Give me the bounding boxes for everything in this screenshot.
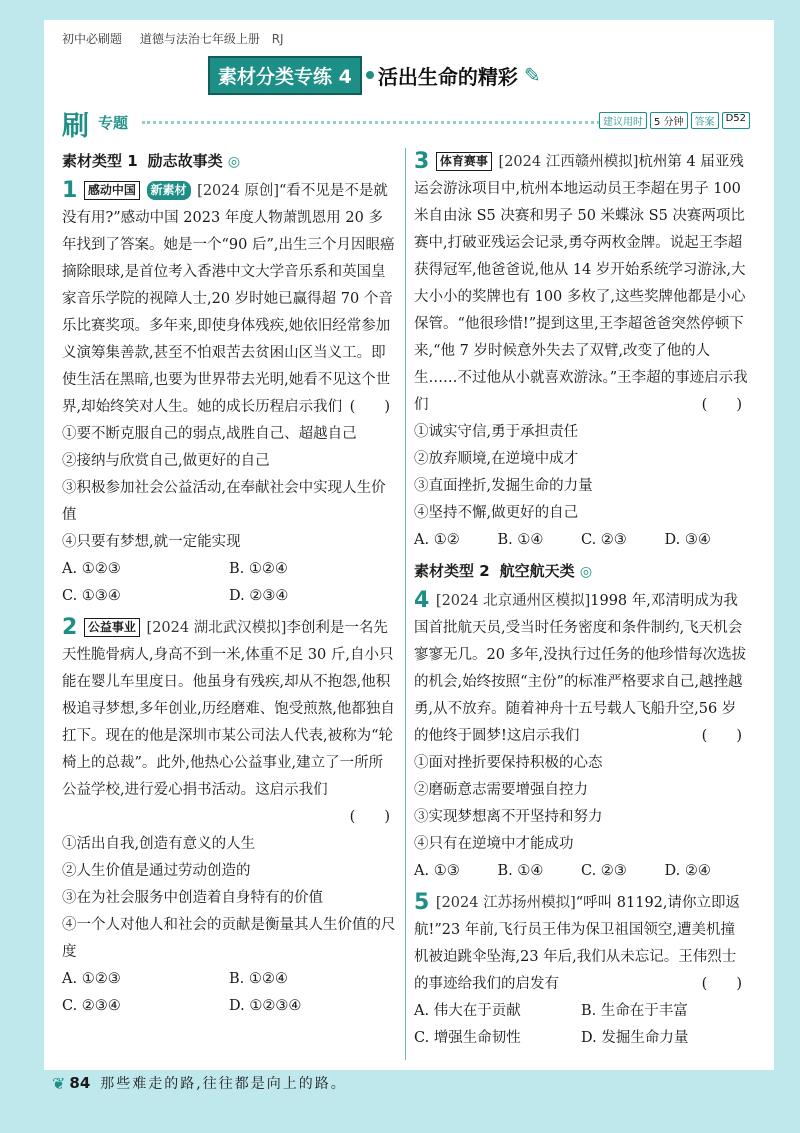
- option-d[interactable]: D. ①②③④: [229, 998, 302, 1014]
- category-heading: [62, 148, 396, 175]
- question-1: [62, 177, 396, 610]
- answer-page: D52: [722, 112, 750, 129]
- option-c[interactable]: C. ②③: [581, 863, 627, 879]
- category-name: 励志故事类: [147, 152, 223, 170]
- question-2: [62, 614, 396, 1020]
- statement-item: ②放弃顺境,在逆境中成才: [414, 451, 579, 467]
- option-d[interactable]: D. ③④: [664, 532, 711, 548]
- question-source: [2024 江西赣州模拟]: [498, 154, 639, 170]
- page-footer: [52, 1068, 752, 1098]
- column-divider: [405, 148, 406, 1060]
- answer-label: 答案: [691, 112, 719, 129]
- medal-icon: ◎: [579, 564, 593, 580]
- quill-icon: ✎: [523, 63, 541, 87]
- option-b[interactable]: B. ①②④: [229, 561, 288, 577]
- question-number: 1: [62, 178, 78, 203]
- option-a[interactable]: A. ①②③: [62, 971, 121, 987]
- question-tag: 感动中国: [84, 181, 140, 200]
- statement-item: ④一个人对他人和社会的贡献是衡量其人生价值的尺度: [62, 917, 396, 960]
- statement-item: ②接纳与欣赏自己,做更好的自己: [62, 453, 270, 469]
- answer-blank[interactable]: ( ): [349, 399, 390, 415]
- option-b[interactable]: B. ①②④: [229, 971, 288, 987]
- category-label: 素材类型 2: [414, 562, 490, 580]
- question-5: [414, 889, 748, 1052]
- question-number: 5: [414, 890, 430, 915]
- statement-item: ②人生价值是通过劳动创造的: [62, 863, 251, 879]
- section-header: [62, 104, 750, 142]
- category-heading: [414, 558, 748, 585]
- question-number: 2: [62, 615, 78, 640]
- section-label: 专题: [98, 114, 129, 132]
- time-label: 建议用时: [599, 112, 647, 129]
- question-4: [414, 587, 748, 885]
- answer-blank[interactable]: ( ): [349, 809, 390, 825]
- option-b[interactable]: B. ①④: [497, 532, 544, 548]
- subject-name: 道德与法治七年级上册: [139, 32, 260, 46]
- right-column: [414, 148, 748, 1056]
- answer-blank[interactable]: ( ): [701, 976, 742, 992]
- question-stem: “呼叫 81192,请你立即返航!”23 年前,飞行员王伟为保卫祖国领空,遭美机撞机被迫跳伞坠海,23 年后,我们从未忘记。王伟烈士的事迹给我们的启发有: [414, 895, 741, 992]
- question-source: [2024 湖北武汉模拟]: [146, 620, 287, 636]
- option-b[interactable]: B. ①④: [497, 863, 544, 879]
- question-stem: “看不见是不是就没有用?”感动中国 2023 年度人物萧凯恩用 20 多年找到了答案。她是一个“90 后”,出生三个月因眼癌摘除眼球,是首位考入香港中文大学音乐系和英国皇家音乐学院的视障人士,20 岁时她已赢得超 70 个音乐比赛奖项。多年来,即使身体残疾,她依旧经常参加义演筹集善款,甚至不怕艰苦去贫困山区当义工。即使生活在黑暗,也要为世界带去光明,她看不见这个世界,却始终笑对人生。她的成长历程启示我们: [62, 183, 395, 415]
- option-c[interactable]: C. ①③④: [62, 588, 121, 604]
- question-tag: 公益事业: [84, 618, 140, 637]
- dotted-divider: [142, 121, 600, 124]
- footer-motto: 那些难走的路,往往都是向上的路。: [100, 1076, 347, 1092]
- options: [62, 966, 396, 1020]
- option-a[interactable]: A. ①③: [414, 863, 460, 879]
- options: [62, 556, 396, 610]
- option-c[interactable]: C. ②③④: [62, 998, 121, 1014]
- options: [414, 858, 748, 885]
- statement-item: ③直面挫折,发掘生命的力量: [414, 478, 593, 494]
- title-text: 活出生命的精彩: [377, 64, 518, 89]
- left-column: [62, 148, 396, 1024]
- shua-logo: 刷: [62, 111, 89, 142]
- leaf-icon: ❦: [52, 1073, 66, 1093]
- statement-item: ③在为社会服务中创造着自身特有的价值: [62, 890, 323, 906]
- new-material-tag: 新素材: [147, 181, 191, 200]
- category-label: 素材类型 1: [62, 152, 138, 170]
- answer-blank[interactable]: ( ): [701, 397, 742, 413]
- option-c[interactable]: C. ②③: [581, 532, 627, 548]
- options: [414, 527, 748, 554]
- statement-item: ①要不断克服自己的弱点,战胜自己、超越自己: [62, 426, 357, 442]
- page-title: [208, 58, 541, 92]
- statement-item: ③积极参加社会公益活动,在奉献社会中实现人生价值: [62, 480, 386, 523]
- option-d[interactable]: D. ②③④: [229, 588, 289, 604]
- time-value: 5 分钟: [650, 112, 688, 129]
- statement-item: ④只要有梦想,就一定能实现: [62, 534, 241, 550]
- running-head: [62, 30, 298, 47]
- option-d[interactable]: D. 发掘生命力量: [581, 1030, 689, 1046]
- option-b[interactable]: B. 生命在于丰富: [581, 1003, 688, 1019]
- question-source: [2024 原创]: [197, 183, 279, 199]
- medal-icon: ◎: [227, 154, 241, 170]
- question-stem: 李创利是一名先天性脆骨病人,身高不到一米,体重不足 30 斤,自小只能在婴儿车里度日。他虽身有残疾,却从不抱怨,他积极追寻梦想,多年创业,历经磨难、饱受煎熬,他都独自扛下。现在的他是深圳市某公司法人代表,被称为“轮椅上的总裁”。此外,他热心公益事业,建立了一所所公益学校,进行爱心捐书活动。这启示我们: [62, 620, 395, 798]
- question-number: 3: [414, 149, 430, 174]
- statement-item: ①诚实守信,勇于承担责任: [414, 424, 579, 440]
- question-3: [414, 148, 748, 554]
- options: [414, 998, 748, 1052]
- question-stem: 1998 年,邓清明成为我国首批航天员,受当时任务密度和条件制约,飞天机会寥寥无几。20 多年,没执行过任务的他珍惜每次选拔的机会,始终按照“主份”的标准严格要求自己,越挫越勇,从不放弃。随着神舟十五号载人飞船升空,56 岁的他终于圆梦!这启示我们: [414, 593, 747, 744]
- question-source: [2024 江苏扬州模拟]: [435, 895, 576, 911]
- title-dot: [366, 71, 374, 79]
- statement-item: ①面对挫折要保持积极的心态: [414, 755, 603, 771]
- question-number: 4: [414, 588, 430, 613]
- option-a[interactable]: A. ①②: [414, 532, 460, 548]
- category-name: 航空航天类: [499, 562, 575, 580]
- series-name: 初中必刷题: [62, 32, 123, 46]
- edition-label: RJ: [271, 32, 284, 46]
- option-c[interactable]: C. 增强生命韧性: [414, 1030, 521, 1046]
- statement-item: ④只有在逆境中才能成功: [414, 836, 574, 852]
- option-a[interactable]: A. 伟大在于贡献: [414, 1003, 521, 1019]
- question-stem: 杭州第 4 届亚残运会游泳项目中,杭州本地运动员王李超在男子 100 米自由泳 S5 决赛和男子 50 米蝶泳 S5 决赛两项比赛中,打破亚残运会记录,勇夺两枚金牌。说起王李超获得冠军,他爸爸说,他从 14 岁开始系统学习游泳,大大小小的奖牌也有 100 多枚了,这些奖牌他都是小心保管。“他很珍惜!”提到这里,王李超爸爸突然停顿下来,“他 7 岁时候意外失去了双臂,改变了他的人生……不过他从小就喜欢游泳。”王李超的事迹启示我们: [414, 154, 748, 413]
- option-a[interactable]: A. ①②③: [62, 561, 121, 577]
- question-source: [2024 北京通州区模拟]: [435, 593, 591, 609]
- statement-item: ①活出自我,创造有意义的人生: [62, 836, 256, 852]
- statement-item: ③实现梦想离不开坚持和努力: [414, 809, 603, 825]
- title-box: 素材分类专练 4: [208, 56, 362, 95]
- page-number: 84: [69, 1074, 91, 1092]
- statement-item: ②磨砺意志需要增强自控力: [414, 782, 588, 798]
- statement-item: ④坚持不懈,做更好的自己: [414, 505, 579, 521]
- answer-blank[interactable]: ( ): [701, 728, 742, 744]
- question-tag: 体育赛事: [436, 152, 492, 171]
- option-d[interactable]: D. ②④: [664, 863, 711, 879]
- section-meta: [599, 112, 750, 129]
